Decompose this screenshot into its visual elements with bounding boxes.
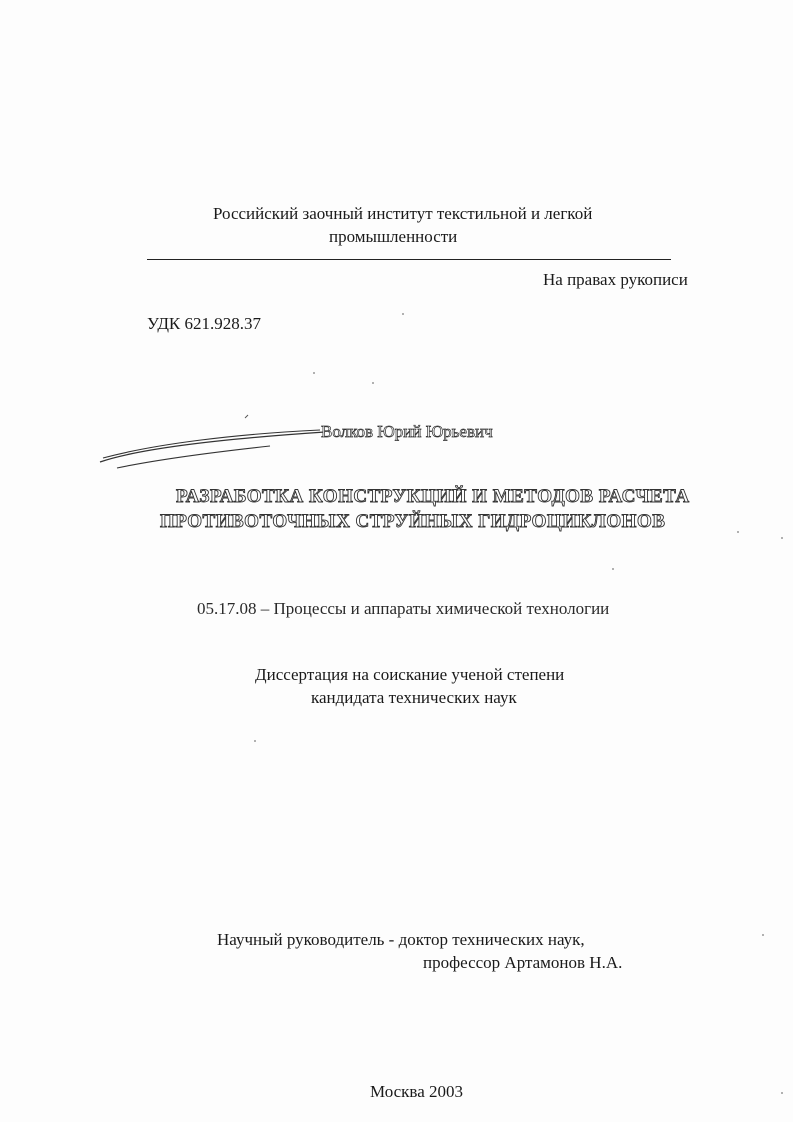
udc-code: УДК 621.928.37 [147, 314, 262, 333]
degree-line-1: Диссертация на соискание ученой степени [255, 665, 565, 684]
author-signature [95, 410, 335, 475]
place-and-year: Москва 2003 [370, 1082, 464, 1101]
supervisor-line-2: профессор Артамонов Н.А. [423, 953, 623, 972]
title-line-2: ПРОТИВОТОЧНЫХ СТРУЙНЫХ ГИДРОЦИКЛОНОВ [160, 511, 666, 532]
scan-speck [313, 372, 315, 374]
specialty-code: 05.17.08 – Процессы и аппараты химической технологии [197, 599, 610, 618]
scan-speck [737, 531, 739, 533]
scan-speck [372, 382, 374, 384]
scan-speck [612, 568, 614, 570]
rights-note: На правах рукописи [543, 270, 688, 289]
scan-speck [402, 313, 404, 315]
institution-line-1: Российский заочный институт текстильной и легкой [213, 204, 593, 223]
header-divider [147, 259, 671, 260]
scan-speck [762, 934, 764, 936]
supervisor-line-1: Научный руководитель - доктор технических наук, [217, 930, 585, 949]
title-line-1: РАЗРАБОТКА КОНСТРУКЦИЙ И МЕТОДОВ РАСЧЕТА [176, 486, 690, 507]
author-name: Волков Юрий Юрьевич [321, 422, 493, 441]
institution-line-2: промышленности [329, 227, 458, 246]
scan-speck [781, 537, 783, 539]
scan-speck [781, 1092, 783, 1094]
scan-speck [254, 740, 256, 742]
degree-line-2: кандидата технических наук [311, 688, 517, 707]
